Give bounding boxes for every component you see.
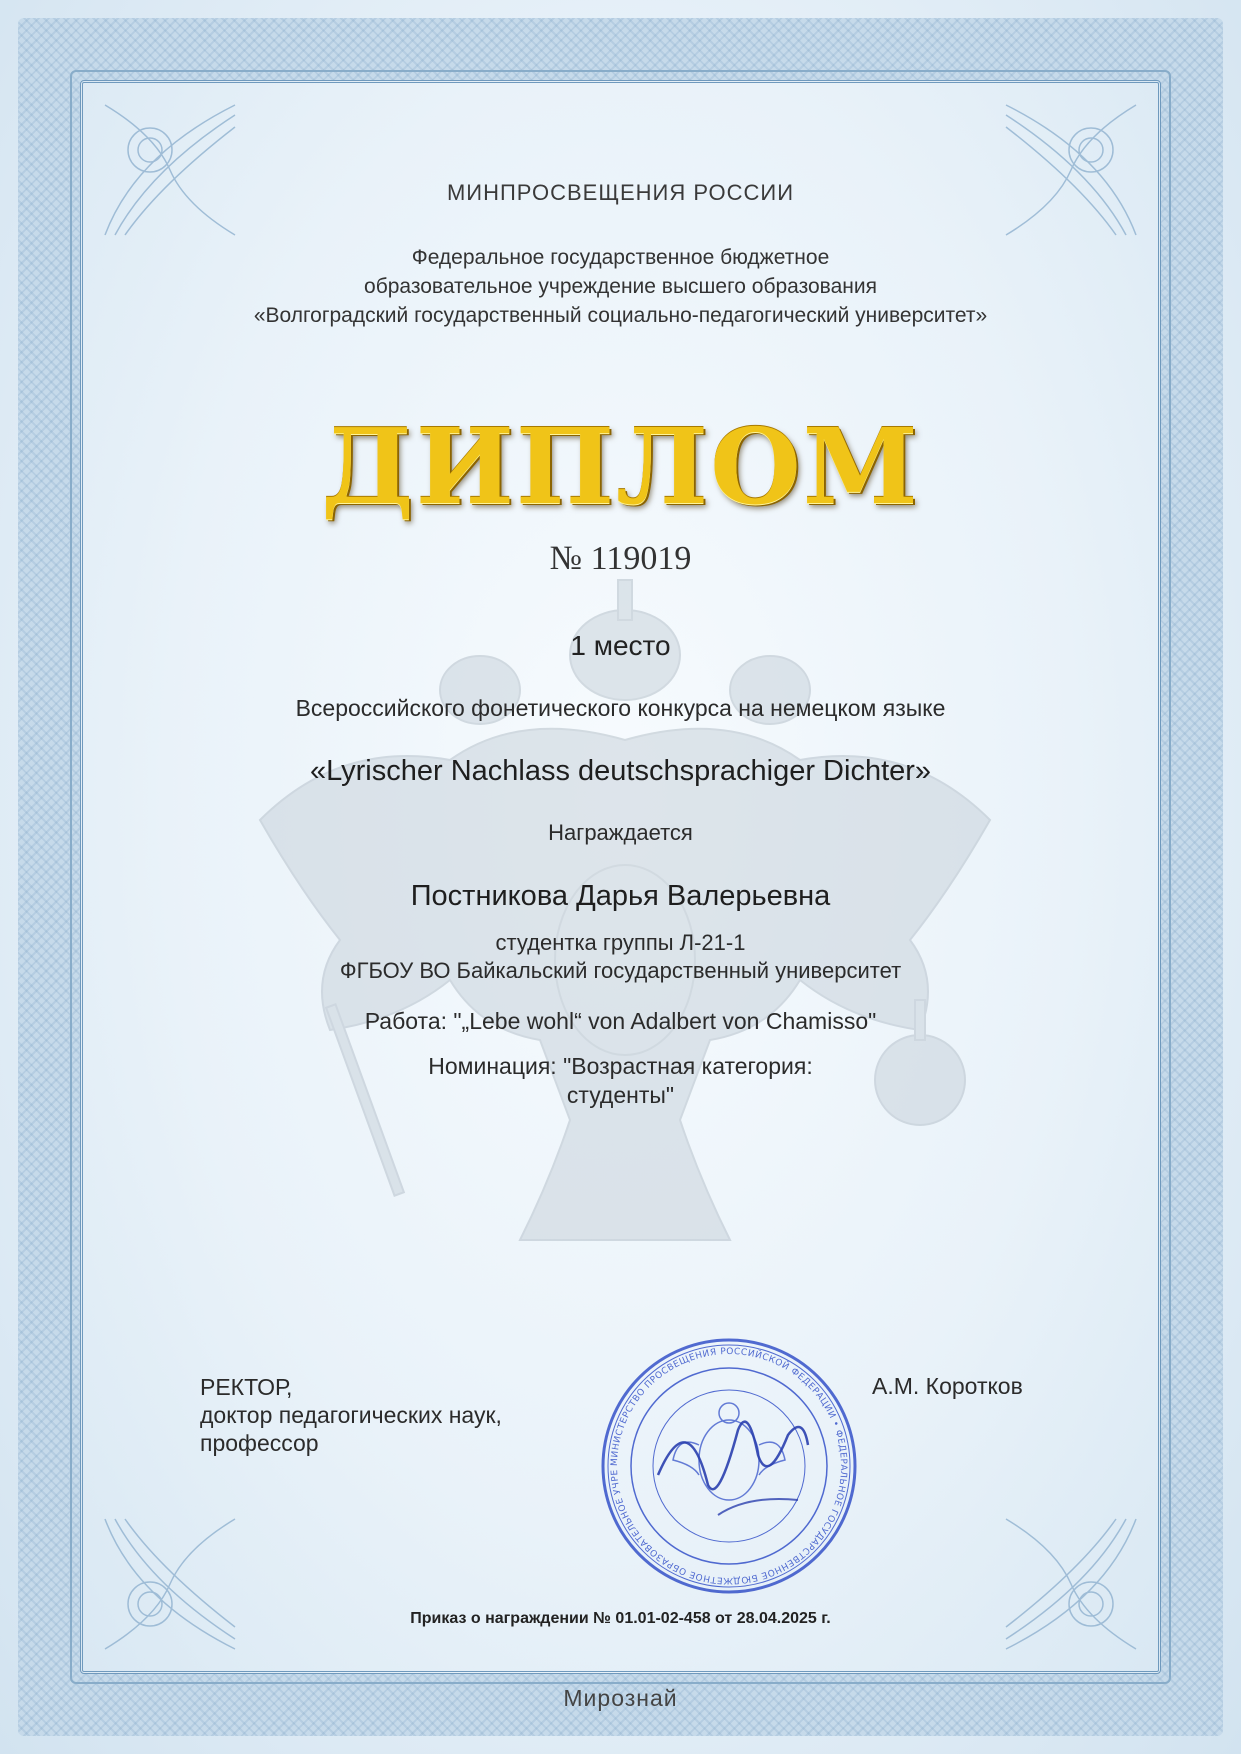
award-order: Приказ о награждении № 01.01-02-458 от 28.04.2025 г. xyxy=(410,1610,831,1627)
corner-ornament-icon xyxy=(996,1509,1146,1659)
awarded-label: Награждается xyxy=(548,820,693,845)
recipient-group: студентка группы Л-21-1 xyxy=(495,930,746,955)
corner-ornament-icon xyxy=(95,1509,245,1659)
signer-name: А.М. Коротков xyxy=(872,1373,1023,1399)
signer-position xyxy=(200,1373,502,1457)
position-line: доктор педагогических наук, xyxy=(200,1402,502,1428)
position-line: РЕКТОР, xyxy=(200,1374,293,1400)
official-stamp-icon xyxy=(598,1335,860,1597)
nomination-line: Номинация: "Возрастная категория: xyxy=(428,1053,813,1079)
contest-name: «Lyrischer Nachlass deutschsprachiger Dichter» xyxy=(309,755,932,787)
svg-text:МИНИСТЕРСТВО ПРОСВЕЩЕНИЯ РОССИ xyxy=(598,1335,848,1585)
brand-name: Мирознай xyxy=(563,1685,678,1711)
ministry-name: МИНПРОСВЕЩЕНИЯ РОССИИ xyxy=(446,180,795,205)
stamp-text: МИНИСТЕРСТВО ПРОСВЕЩЕНИЯ РОССИЙСКОЙ ФЕДЕРАЦИИ • ФЕДЕРАЛЬНОЕ ГОСУДАРСТВЕННОЕ БЮДЖЕТНОЕ ОБРАЗОВАТЕЛЬНОЕ УЧРЕ xyxy=(609,1346,849,1586)
recipient-university: ФГБОУ ВО Байкальский государственный университет xyxy=(339,958,902,983)
work-title: Работа: "„Lebe wohl“ von Adalbert von Chamisso" xyxy=(364,1008,877,1034)
institution-name xyxy=(0,243,1241,330)
diploma-number: № 119019 xyxy=(549,540,692,577)
diploma-title: ДИПЛОМ xyxy=(321,405,920,528)
institution-line: образовательное учреждение высшего образования xyxy=(364,275,877,298)
position-line: профессор xyxy=(200,1430,319,1456)
institution-line: Федеральное государственное бюджетное xyxy=(411,246,830,269)
contest-description: Всероссийского фонетического конкурса на немецком языке xyxy=(295,695,946,721)
recipient-name: Постникова Дарья Валерьевна xyxy=(410,880,831,912)
nomination-line: студенты" xyxy=(566,1082,675,1108)
corner-ornament-icon xyxy=(95,95,245,245)
institution-line: «Волгоградский государственный социально-педагогический университет» xyxy=(253,304,988,327)
place-award: 1 место xyxy=(570,630,671,661)
corner-ornament-icon xyxy=(996,95,1146,245)
